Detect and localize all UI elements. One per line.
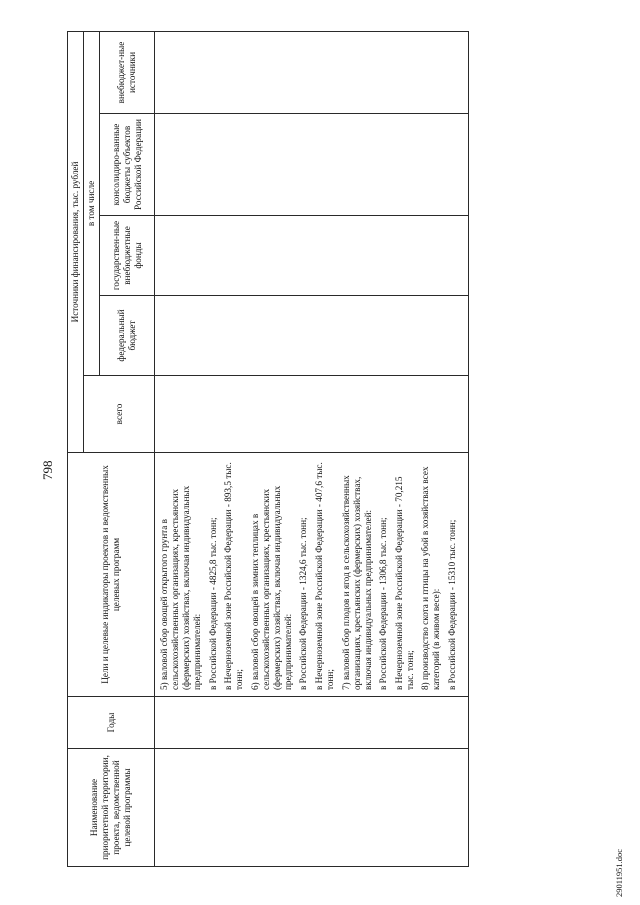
indicator-item: в Российской Федерации - 15310 тыс. тонн; [446,519,457,690]
program-table [67,31,469,867]
indicator-list [155,453,469,697]
cell-state-funds [155,216,469,296]
header-extrabudget: внебюджет-ные источники [100,32,155,114]
cell-federal [155,296,469,376]
page-number: 798 [40,460,55,480]
header-including: в том числе [84,32,100,376]
indicator-item: в Российской Федерации - 1324,6 тыс. тонн; [298,517,309,690]
header-name: Наименование приоритетной территории, проекта, ведомственной целевой программы [68,749,155,867]
indicator-item: 7) валовой сбор плодов и ягод в сельскохозяйственных организациях, крестьянских (фермерских) хозяйствах, включая индивидуальных предпринимателей: [340,475,373,690]
indicator-item: 8) производство скота и птицы на убой в хозяйствах всех категорий (в живом весе): [420,466,442,690]
cell-years [155,697,469,749]
indicator-item: 5) валовой сбор овощей открытого грунта в сельскохозяйственных организациях, крестьянских (фермерских) хозяйствах, включая индивидуальных предпринимателей: [159,485,203,690]
indicator-item: в Российской Федерации - 4825,8 тыс. тонн; [207,517,218,690]
header-goals: Цели и целевые индикаторы проектов и ведомственных целевых программ [68,453,155,697]
indicator-item: 6) валовой сбор овощей в зимних теплицах в сельскохозяйственных организациях, крестьянских (фермерских) хозяйствах, включая индивидуальных предпринимателей: [249,485,293,690]
cell-extrabudget [155,32,469,114]
indicator-item: в Нечерноземной зоне Российской Федерации - 893,5 тыс. тонн; [223,462,245,690]
cell-regional [155,114,469,216]
indicator-item: в Нечерноземной зоне Российской Федерации - 407,6 тыс. тонн; [313,462,335,690]
header-funding-sources: Источники финансирования, тыс. рублей [68,32,84,453]
document-code: 29011951.doc [614,848,624,897]
cell-name [155,749,469,867]
header-years: Годы [68,697,155,749]
table-row [155,32,469,867]
indicator-item: в Нечерноземной зоне Российской Федерации - 70,215 тыс. тонн; [393,476,415,690]
header-federal: федеральный бюджет [100,296,155,376]
header-state-funds: государствен-ные внебюджетные фонды [100,216,155,296]
indicator-item: в Российской Федерации - 1306,8 тыс. тонн; [378,517,389,690]
header-regional: консолидиро-ванные бюджеты субъектов Российской Федерации [100,114,155,216]
header-total: всего [84,376,155,453]
cell-total [155,376,469,453]
